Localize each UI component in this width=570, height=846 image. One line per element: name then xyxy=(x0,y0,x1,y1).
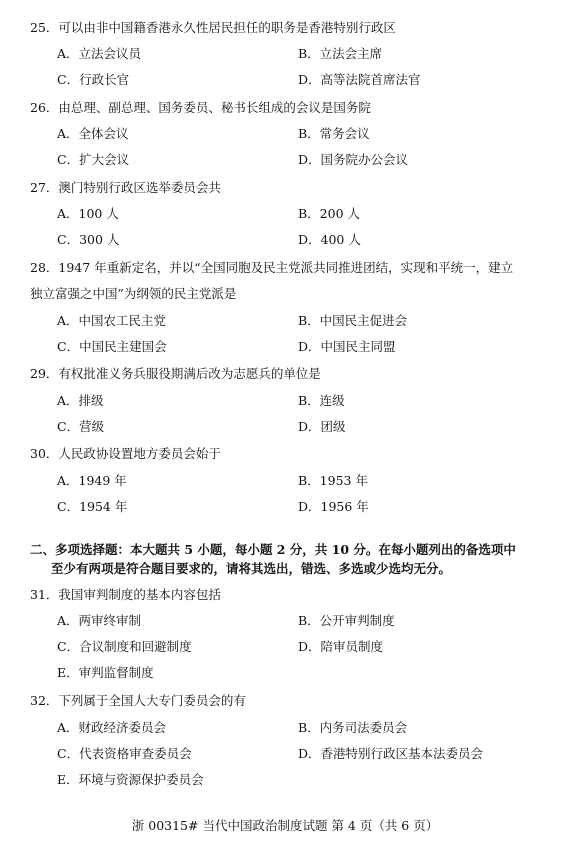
question-26-option-a: A．全体会议 xyxy=(57,126,129,141)
question-28-option-c: C．中国民主建国会 xyxy=(57,339,167,354)
question-31-option-e: E．审判监督制度 xyxy=(57,665,154,680)
question-30-option-b: B．1953 年 xyxy=(298,473,368,488)
question-25-stem: 25．可以由非中国籍香港永久性居民担任的职务是香港特别行政区 xyxy=(30,20,396,35)
question-25-option-a: A．立法会议员 xyxy=(57,46,142,61)
section-2-instructions: 至少有两项是符合题目要求的，请将其选出，错选、多选或少选均无分。 xyxy=(51,561,452,576)
question-32-option-e: E．环境与资源保护委员会 xyxy=(57,772,204,787)
question-29-option-c: C．营级 xyxy=(57,419,105,434)
question-27-stem: 27．澳门特别行政区选举委员会共 xyxy=(30,180,221,195)
question-26-stem: 26．由总理、副总理、国务委员、秘书长组成的会议是国务院 xyxy=(30,100,371,115)
question-26-option-d: D．国务院办公会议 xyxy=(298,152,409,167)
question-29-option-d: D．团级 xyxy=(298,419,346,434)
question-32-option-d: D．香港特别行政区基本法委员会 xyxy=(298,746,484,761)
question-31-stem: 31．我国审判制度的基本内容包括 xyxy=(30,587,221,602)
question-27-option-b: B．200 人 xyxy=(298,206,361,221)
question-27-option-d: D．400 人 xyxy=(298,232,361,247)
question-31-option-c: C．合议制度和回避制度 xyxy=(57,639,192,654)
question-28-option-a: A．中国农工民主党 xyxy=(57,313,167,328)
question-25-option-c: C．行政长官 xyxy=(57,72,130,87)
question-27-option-a: A．100 人 xyxy=(57,206,119,221)
question-26-option-b: B．常务会议 xyxy=(298,126,370,141)
question-28-option-d: D．中国民主同盟 xyxy=(298,339,396,354)
question-30-stem: 30．人民政协设置地方委员会始于 xyxy=(30,446,221,461)
question-30-option-c: C．1954 年 xyxy=(57,499,128,514)
question-32-option-b: B．内务司法委员会 xyxy=(298,720,408,735)
question-30-option-a: A．1949 年 xyxy=(57,473,127,488)
question-27-option-c: C．300 人 xyxy=(57,232,120,247)
question-32-option-c: C．代表资格审查委员会 xyxy=(57,746,192,761)
question-29-stem: 29．有权批准义务兵服役期满后改为志愿兵的单位是 xyxy=(30,366,321,381)
question-31-option-b: B．公开审判制度 xyxy=(298,613,395,628)
question-25-option-d: D．高等法院首席法官 xyxy=(298,72,421,87)
question-31-option-d: D．陪审员制度 xyxy=(298,639,384,654)
question-28-option-b: B．中国民主促进会 xyxy=(298,313,408,328)
question-29-option-a: A．排级 xyxy=(57,393,104,408)
section-2-heading: 二、多项选择题：本大题共 5 小题，每小题 2 分，共 10 分。在每小题列出的备选项中 xyxy=(30,542,516,557)
question-30-option-d: D．1956 年 xyxy=(298,499,369,514)
question-31-option-a: A．两审终审制 xyxy=(57,613,142,628)
question-25-option-b: B．立法会主席 xyxy=(298,46,383,61)
question-32-stem: 32．下列属于全国人大专门委员会的有 xyxy=(30,693,246,708)
question-29-option-b: B．连级 xyxy=(298,393,345,408)
question-32-option-a: A．财政经济委员会 xyxy=(57,720,167,735)
question-28-stem-continued: 独立富强之中国”为纲领的民主党派是 xyxy=(30,286,237,301)
page-footer: 浙 00315# 当代中国政治制度试题 第 4 页（共 6 页） xyxy=(131,818,439,833)
question-26-option-c: C．扩大会议 xyxy=(57,152,130,167)
question-28-stem: 28．1947 年重新定名，并以“全国同胞及民主党派共同推进团结，实现和平统一，建立 xyxy=(30,260,514,275)
